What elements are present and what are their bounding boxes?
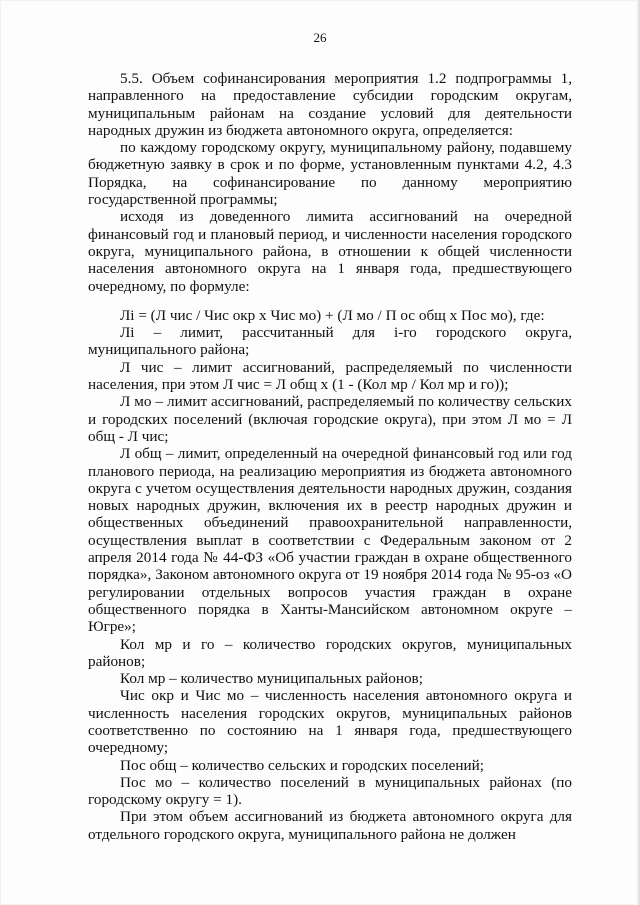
definition-kol-mr-i-go: Кол мр и го – количество городских округов, муниципальных районов; [88,635,572,670]
paragraph-allocation-limit: При этом объем ассигнований из бюджета автономного округа для отдельного городского округа, муниципального района не должен [88,808,572,843]
page-edge-shadow [636,0,640,905]
paragraph-5-5: 5.5. Объем софинансирования мероприятия 1.2 подпрограммы 1, направленного на предоставление субсидии городским округам, муниципальным районам на создание условий для деятельности народных дружин из бюджета автономного округа, определяется: [88,70,572,139]
paragraph-per-district: по каждому городскому округу, муниципальному району, подавшему бюджетную заявку в срок и по форме, установленным пунктами 4.2, 4.3 Порядка, на софинансирование по данному мероприятию государственной программы; [88,139,572,209]
definition-pos-mo: Пос мо – количество поселений в муниципальных районах (по городскому округу = 1). [88,773,572,809]
definition-l-chis: Л чис – лимит ассигнований, распределяемый по численности населения, при этом Л чис = Л общ х (1 - (Кол мр / Кол мр и го)); [88,358,572,394]
page-number: 26 [313,30,327,45]
definition-chis-okr: Чис окр и Чис мо – численность населения автономного округа и численность населения городских округов, муниципальных районов соответственно по состоянию на 1 января года, предшествующего очередному; [88,687,572,757]
document-body [88,70,572,843]
definition-kol-mr: Кол мр – количество муниципальных районов; [120,670,423,688]
definition-l-mo: Л мо – лимит ассигнований, распределяемый по количеству сельских и городских поселений (включая городские округа), при этом Л мо = Л общ - Л чис; [88,393,572,445]
paragraph-limit-basis: исходя из доведенного лимита ассигнований на очередной финансовый год и плановый период, и численности населения городского округа, муниципального района, в отношении к общей численности населения автономного округа на 1 января года, предшествующего очередному, по формуле: [88,208,572,295]
definition-l-obsh: Л общ – лимит, определенный на очередной финансовый год или год планового периода, на реализацию мероприятия из бюджета автономного округа с учетом осуществления деятельности народных дружин, создания новых народных дружин, включения их в реестр народных дружин и общественных объединений правоохранительной направленности, осуществления выплат в соответствии с Федеральным законом от 2 апреля 2014 года № 44-ФЗ «Об участии граждан в охране общественного порядка», Законом автономного округа от 19 ноября 2014 года № 95-оз «О регулировании отдельных вопросов участия граждан в охране общественного порядка в Ханты-Мансийском автономном округе – Югре»; [88,445,572,636]
definition-li: Лi – лимит, рассчитанный для i-го городского округа, муниципального района; [88,324,572,359]
definition-pos-obsh: Пос общ – количество сельских и городских поселений; [120,756,484,774]
formula-line: Лi = (Л чис / Чис окр х Чис мо) + (Л мо / П ос общ х Пос мо), где: [120,306,545,324]
